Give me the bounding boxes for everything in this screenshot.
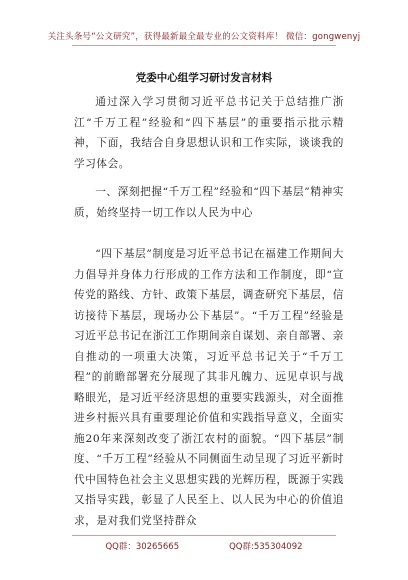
footer [0, 540, 408, 552]
footer-qq-group-2: QQ群:535304092 [229, 542, 303, 552]
section-heading-1: 一、深刻把握“千万工程”经验和“四下基层”精神实质，始终坚持一切工作以人民为中心 [74, 186, 344, 219]
header-promo-text: 关注头条号“公文研究”，获得最新最全最专业的公文资料库！ 微信：gongwenyj [47, 32, 361, 42]
header-divider [72, 45, 336, 46]
footer-qq-group-1: QQ群：30265665 [105, 542, 180, 552]
document-title: 党委中心组学习研讨发言材料 [135, 72, 273, 84]
paragraph-intro: 通过深入学习贯彻习近平总书记关于总结推广浙江“千万工程”经验和“四下基层”的重要指示批示精神，下面，我结合自身思想认识和工作实际，谈谈我的学习体会。 [74, 96, 344, 170]
footer-divider [72, 535, 336, 536]
paragraph-body: “四下基层”制度是习近平总书记在福建工作期间大力倡导并身体力行形成的工作方法和工作制度，即“宣传党的路线、方针、政策下基层，调查研究下基层，信访接待下基层，现场办公下基层”。“千万工程”经验是习近平总书记在浙江工作期间亲自谋划、亲自部署、亲自推动的一项重大决策，习近平总书记关于“千万工程”的前瞻部署充分展现了其非凡魄力、远见卓识与战略眼光，是习近平经济思想的重要实践源头，对全面推进乡村振兴具有重要理论价值和实践指导意义，全面实施20年来深刻改变了浙江农村的面貌。“四下基层”制度、“千万工程”经验从不同侧面生动呈现了习近平新时代中国特色社会主义思想实践的光辉历程，既源于实践又指导实践，彰显了人民至上、以人民为中心的价值追求，是对我们党坚持群众 [74, 248, 344, 527]
